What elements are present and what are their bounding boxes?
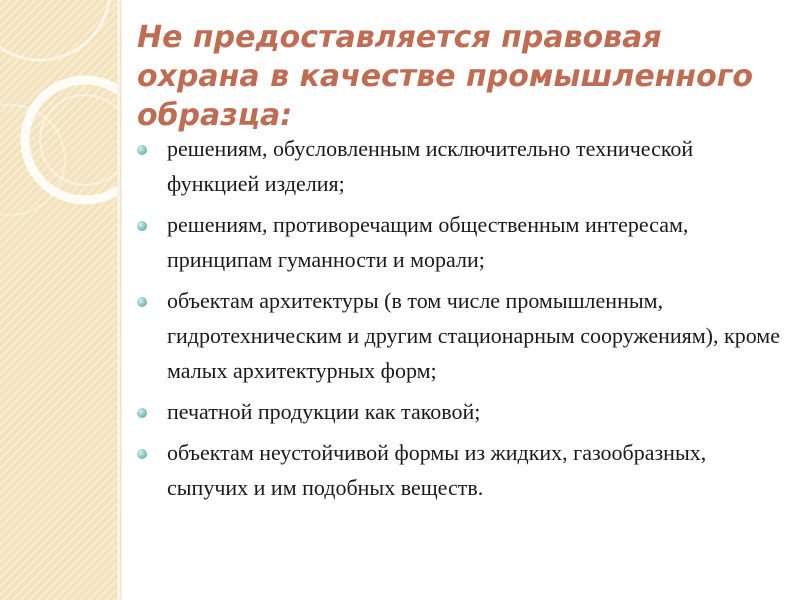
bullet-icon bbox=[137, 408, 147, 418]
bullet-list bbox=[137, 131, 787, 511]
bullet-icon bbox=[137, 297, 147, 307]
list-item bbox=[137, 283, 787, 388]
list-item bbox=[137, 394, 787, 429]
list-item-text: решениям, противоречащим общественным интересам, принципам гуманности и морали; bbox=[167, 212, 689, 272]
list-item-text: объектам архитектуры (в том числе промышленным, гидротехническим и другим стационарным сооружениям), кроме малых архитектурных форм; bbox=[167, 288, 780, 383]
decorative-circles bbox=[0, 0, 117, 600]
panel-divider bbox=[117, 0, 120, 600]
list-item bbox=[137, 131, 787, 201]
bullet-icon bbox=[137, 145, 147, 155]
bullet-icon bbox=[137, 221, 147, 231]
bullet-icon bbox=[137, 449, 147, 459]
list-item-text: объектам неустойчивой формы из жидких, газообразных, сыпучих и им подобных веществ. bbox=[167, 440, 707, 500]
slide-title: Не предоставляется правовая охрана в качестве промышленного образца: bbox=[137, 20, 754, 133]
list-item-text: решениям, обусловленным исключительно технической функцией изделия; bbox=[167, 136, 694, 196]
list-item-text: печатной продукции как таковой; bbox=[167, 399, 481, 424]
list-item bbox=[137, 435, 787, 505]
decorative-side-panel bbox=[0, 0, 117, 600]
list-item bbox=[137, 207, 787, 277]
